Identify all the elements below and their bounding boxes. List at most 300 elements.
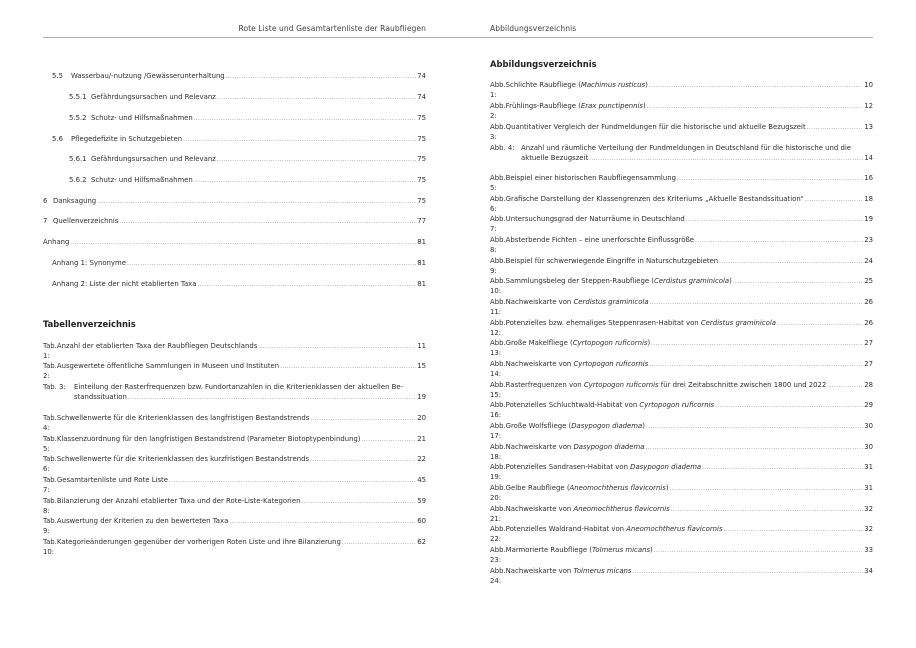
toc-entry-number: 7: [43, 217, 48, 225]
page-number: 30: [864, 443, 873, 451]
toc-entry-row: [43, 196, 426, 207]
dot-leader: [226, 72, 417, 82]
dot-leader: [183, 135, 416, 145]
figure-entry-row: [490, 504, 873, 525]
figure-title-text: Grafische Darstellung der Klassengrenzen des Kriteriums „Aktuelle Bestandssituation“: [505, 195, 804, 203]
figure-title-text: Untersuchungsgrad der Naturräume in Deutschland: [505, 215, 685, 223]
toc-entry[interactable]: [69, 175, 426, 186]
page-number: 26: [864, 298, 873, 306]
toc-entry[interactable]: [43, 237, 426, 248]
table-entry-title: standssituation: [74, 393, 127, 402]
figure-entry-line1-row: [490, 143, 873, 153]
species-name: Dasypogon diadema: [573, 443, 645, 451]
page-number: 62: [417, 538, 426, 546]
page-number: 16: [864, 174, 873, 182]
page-number: 15: [417, 362, 426, 370]
species-name: Tolmerus micans: [573, 567, 632, 575]
dot-leader: [715, 401, 863, 411]
toc-entry[interactable]: [52, 134, 426, 145]
figure-entry-row: [490, 566, 873, 587]
figure-title-text: Sammlungsbeleg der Steppen-Raubfliege (: [505, 277, 654, 285]
figures-heading: Abbildungsverzeichnis: [490, 59, 597, 69]
table-entry-row: [43, 361, 426, 382]
table-entry[interactable]: [43, 496, 426, 517]
figure-entry[interactable]: [490, 380, 873, 401]
toc-entry-title: Quellenverzeichnis: [53, 217, 119, 225]
figure-entry-title: [506, 442, 645, 452]
table-entry[interactable]: [43, 413, 426, 434]
figure-entry-title: [506, 380, 827, 390]
figure-entry[interactable]: [490, 359, 873, 380]
species-name: Erax punctipennis: [580, 102, 643, 110]
dot-leader: [194, 176, 416, 186]
figure-entry[interactable]: [490, 173, 873, 194]
toc-entry[interactable]: [52, 71, 426, 82]
toc-entry-number: 5.6.1: [69, 155, 87, 163]
figure-entry-title: [506, 566, 632, 576]
table-entry-row: [43, 434, 426, 455]
figure-entry[interactable]: [490, 338, 873, 359]
figure-entry-label: Abb. 11:: [490, 298, 506, 317]
dot-leader: [646, 422, 863, 432]
figure-title-text: Beispiel für schwerwiegende Eingriffe in Naturschutzgebieten: [505, 257, 719, 265]
figure-title-text: Nachweiskarte von: [505, 505, 574, 513]
tables-heading: Tabellenverzeichnis: [43, 319, 136, 329]
toc-entry-number: 5.6.2: [69, 176, 87, 184]
figure-entry-label: Abb. 10:: [490, 277, 506, 296]
table-entry[interactable]: [43, 516, 426, 537]
figure-entry-title: [506, 545, 653, 555]
page-number: 26: [864, 319, 873, 327]
figure-entry[interactable]: [490, 297, 873, 318]
dot-leader: [671, 505, 863, 515]
figure-entry[interactable]: [490, 143, 873, 165]
figure-title-text: aktuelle Bezugszeit: [521, 154, 589, 163]
figure-title-text: Potenzielles Sandrasen-Habitat von: [505, 463, 631, 471]
figure-entry[interactable]: [490, 194, 873, 215]
figure-entry[interactable]: [490, 504, 873, 525]
species-name: Cyrtopogon ruficornis: [573, 360, 649, 368]
dot-leader: [128, 393, 416, 403]
figure-entry-row: [490, 235, 873, 256]
dot-leader: [777, 319, 863, 329]
dot-leader: [310, 414, 416, 424]
toc-entry-number: 5.5.2: [69, 114, 87, 122]
figure-title-text: Nachweiskarte von: [505, 360, 574, 368]
figure-entry-title: [506, 338, 651, 348]
figure-entry-label: Abb. 6:: [490, 195, 506, 214]
dot-leader: [217, 155, 416, 165]
figure-entry[interactable]: [490, 214, 873, 235]
figure-entry-row: [490, 153, 873, 164]
species-name: Tolmerus micans: [592, 546, 651, 554]
table-entry[interactable]: [43, 382, 426, 404]
toc-entry-number: 5.5: [52, 72, 63, 80]
figure-entry[interactable]: [490, 276, 873, 297]
toc-entry[interactable]: [52, 279, 426, 290]
figure-entry-row: [490, 483, 873, 504]
species-name: Machimus rusticus: [580, 81, 646, 89]
figure-title-text: Potenzielles Schluchtwald-Habitat von: [505, 401, 640, 409]
toc-entry[interactable]: [69, 92, 426, 103]
page-number: 24: [864, 257, 873, 265]
table-entry-title: Schwellenwerte für die Kriterienklassen des kurzfristigen Bestandstrends: [56, 455, 310, 463]
figure-entry-title: [506, 173, 676, 183]
toc-entry[interactable]: [52, 258, 426, 269]
figure-entry-title: [506, 194, 804, 204]
table-entry[interactable]: [43, 341, 426, 362]
species-name: Cyrtopogon ruficornis: [639, 401, 715, 409]
dot-leader: [301, 497, 416, 507]
figure-entry-row: [490, 276, 873, 297]
figure-entry-label: Abb. 3:: [490, 123, 506, 142]
figure-entry[interactable]: [490, 442, 873, 463]
page-number: 27: [864, 360, 873, 368]
figure-title-suffix: für drei Zeitabschnitte zwischen 1800 und 2022: [658, 381, 827, 389]
table-entry-row: [43, 454, 426, 475]
figure-entry-label: Abb. 16:: [490, 401, 506, 420]
dot-leader: [670, 484, 864, 494]
figure-entry[interactable]: [490, 566, 873, 587]
toc-entry-title: Wasserbau/-nutzung /Gewässerunterhaltung: [71, 72, 225, 80]
figure-entry[interactable]: [490, 318, 873, 339]
figure-entry-label: Abb. 8:: [490, 236, 506, 255]
table-entry-label: Tab. 2:: [43, 362, 57, 381]
figure-entry-title: [506, 359, 649, 369]
figure-entry-title: [521, 153, 588, 163]
figure-title-suffix: ): [729, 277, 732, 285]
running-header-left: Rote Liste und Gesamtartenliste der Raubfliegen: [238, 24, 426, 33]
dot-leader: [97, 197, 416, 207]
dot-leader: [724, 525, 864, 535]
dot-leader: [229, 517, 416, 527]
figure-entry-row: [490, 194, 873, 215]
page-number: 81: [417, 259, 426, 267]
figure-title-text: Absterbende Fichten – eine unerforschte Einflussgröße: [505, 236, 695, 244]
figure-entry[interactable]: [490, 400, 873, 421]
species-name: Cyrtopogon ruficornis: [572, 339, 648, 347]
figure-entry[interactable]: [490, 524, 873, 545]
figure-entry-row: [490, 524, 873, 545]
species-name: Aneomochtherus flavicornis: [626, 525, 723, 533]
toc-entry-row: [69, 113, 426, 124]
table-entry-label: Tab. 10:: [43, 538, 57, 557]
page-number: 22: [417, 455, 426, 463]
dot-leader: [119, 217, 416, 227]
dot-leader: [695, 236, 863, 246]
toc-entry[interactable]: [69, 154, 426, 165]
table-entry-label: Tab. 6:: [43, 455, 57, 474]
toc-entry[interactable]: [43, 216, 426, 227]
left-page: [43, 0, 426, 648]
page-number: 75: [417, 176, 426, 184]
toc-entry-title: Anhang: [43, 238, 70, 246]
figure-entry-label: Abb. 12:: [490, 319, 506, 338]
figure-entry[interactable]: [490, 256, 873, 277]
dot-leader: [310, 455, 416, 465]
figure-entry[interactable]: [490, 235, 873, 256]
figure-entry-label: Abb. 15:: [490, 381, 506, 400]
figure-entry-label: Abb. 17:: [490, 422, 506, 441]
table-entry[interactable]: [43, 454, 426, 475]
table-entry-label: Tab. 8:: [43, 497, 57, 516]
figure-entry-row: [490, 256, 873, 277]
figure-entry-title: [506, 235, 694, 245]
toc-entry-row: [52, 71, 426, 82]
dot-leader: [362, 435, 417, 445]
figure-entry[interactable]: [490, 101, 873, 122]
toc-entry-number: 5.6: [52, 135, 63, 143]
figure-title-text: Potenzielles Waldrand-Habitat von: [505, 525, 627, 533]
page-number: 21: [417, 435, 426, 443]
species-name: Dasypogon diadema: [571, 422, 643, 430]
dot-leader: [827, 381, 863, 391]
figure-entry-row: [490, 380, 873, 401]
figure-entry-title: [506, 256, 719, 266]
page-number: 29: [864, 401, 873, 409]
table-entry-title: Gesamtartenliste und Rote Liste: [56, 476, 168, 484]
figure-entry-row: [490, 545, 873, 566]
table-entry-label: Tab. 4:: [43, 414, 57, 433]
toc-entry[interactable]: [43, 196, 426, 207]
page-number: 33: [864, 546, 873, 554]
figure-entry-row: [490, 122, 873, 143]
toc-entry-title: Gefährdungsursachen und Relevanz: [91, 155, 216, 163]
dot-leader: [197, 280, 416, 290]
figure-entry-row: [490, 318, 873, 339]
page-number: 18: [864, 195, 873, 203]
dot-leader: [217, 93, 416, 103]
figure-entry-label: Abb. 22:: [490, 525, 506, 544]
page-number: 59: [417, 497, 426, 505]
page-number: 81: [417, 238, 426, 246]
table-entry-title: Bilanzierung der Anzahl etablierter Taxa und der Rote-Liste-Kategorien: [56, 497, 301, 505]
page-number: 23: [864, 236, 873, 244]
table-entry-row: [43, 496, 426, 517]
figure-entry-row: [490, 173, 873, 194]
figure-entry-row: [490, 80, 873, 101]
table-entry-title: Ausgewertete öffentliche Sammlungen in Museen und Instituten: [56, 362, 280, 370]
page-number: 60: [417, 517, 426, 525]
figure-title-text: Gelbe Raubfliege (: [505, 484, 570, 492]
figure-title-suffix: ): [645, 81, 648, 89]
page-number: 75: [417, 155, 426, 163]
dot-leader: [127, 259, 416, 269]
figure-title-text: Große Makelfliege (: [505, 339, 573, 347]
page-number: 30: [864, 422, 873, 430]
figure-entry-label: Abb. 24:: [490, 567, 506, 586]
figure-entry-row: [490, 462, 873, 483]
dot-leader: [651, 339, 863, 349]
figure-entry-title: [506, 297, 649, 307]
page-number: 25: [864, 277, 873, 285]
dot-leader: [733, 277, 863, 287]
toc-entry-title: Danksagung: [53, 197, 97, 205]
figure-title-text: Frühlings-Raubfliege (: [505, 102, 581, 110]
figure-entry-row: [490, 338, 873, 359]
figure-entry[interactable]: [490, 545, 873, 566]
toc-entry-row: [69, 154, 426, 165]
toc-entry-title: Gefährdungsursachen und Relevanz: [91, 93, 216, 101]
toc-entry-row: [43, 237, 426, 248]
toc-entry-title: Pflegedefizite in Schutzgebieten: [71, 135, 183, 143]
figure-entry[interactable]: [490, 122, 873, 143]
page-number: 27: [864, 339, 873, 347]
figure-entry-row: [490, 421, 873, 442]
table-entry[interactable]: [43, 475, 426, 496]
species-name: Cerdistus graminicola: [700, 319, 776, 327]
page-number: 12: [864, 102, 873, 110]
figure-entry-title: [506, 400, 714, 410]
table-entry[interactable]: [43, 434, 426, 455]
toc-entry-title: Anhang 2: Liste der nicht etablierten Taxa: [52, 280, 197, 288]
page-number: 75: [417, 197, 426, 205]
right-page: [490, 0, 873, 648]
figure-entry-row: [490, 400, 873, 421]
figure-entry-row: [490, 297, 873, 318]
species-name: Aneomochtherus flavicornis: [569, 484, 666, 492]
dot-leader: [280, 362, 416, 372]
figure-entry-label: Abb. 9:: [490, 257, 506, 276]
dot-leader: [719, 257, 863, 267]
figure-entry-title: [506, 504, 670, 514]
figure-entry[interactable]: [490, 80, 873, 101]
figure-entry-title: [506, 524, 723, 534]
page-number: 32: [864, 505, 873, 513]
figure-entry-row: [490, 214, 873, 235]
table-entry-label: Tab. 1:: [43, 342, 57, 361]
dot-leader: [70, 238, 416, 248]
figure-title-text: Große Wolfsfliege (: [505, 422, 572, 430]
toc-entry-row: [69, 92, 426, 103]
figure-title-suffix: ): [665, 484, 669, 492]
species-name: Cyrtopogon ruficornis: [583, 381, 659, 389]
page-number: 77: [417, 217, 426, 225]
dot-leader: [650, 298, 864, 308]
figure-entry-title: [506, 483, 669, 493]
figure-entry-title: [506, 122, 806, 132]
figure-entry-row: [490, 442, 873, 463]
toc-entry-row: [52, 279, 426, 290]
figure-entry-label: Abb. 7:: [490, 215, 506, 234]
table-entry-line1-row: [43, 382, 426, 392]
figure-entry-row: [490, 101, 873, 122]
dot-leader: [645, 443, 863, 453]
table-entry-title: Klassenzuordnung für den langfristigen Bestandstrend (Parameter Biotoptypenbindung): [56, 435, 361, 443]
figure-entry-label: Abb. 13:: [490, 339, 506, 358]
dot-leader: [677, 174, 863, 184]
page-number: 31: [864, 463, 873, 471]
dot-leader: [258, 342, 416, 352]
toc-entry-title: Anhang 1: Synonyme: [52, 259, 126, 267]
figure-entry-title-line1: Anzahl und räumliche Verteilung der Fundmeldungen in Deutschland für die historische und die: [521, 144, 852, 152]
figure-title-text: Quantitativer Vergleich der Fundmeldungen für die historische und aktuelle Bezugszeit: [505, 123, 806, 131]
page-number: 19: [864, 215, 873, 223]
figure-title-text: Schlichte Raubfliege (: [505, 81, 581, 89]
table-entry-row: [43, 537, 426, 558]
dot-leader: [647, 102, 864, 112]
table-entry[interactable]: [43, 361, 426, 382]
dot-leader: [633, 567, 864, 577]
page-number: 13: [864, 123, 873, 131]
running-header-right: Abbildungsverzeichnis: [490, 24, 577, 33]
dot-leader: [654, 546, 863, 556]
page-number: 32: [864, 525, 873, 533]
toc-entry-row: [52, 258, 426, 269]
figure-title-text: Potenzielles bzw. ehemaliges Steppenrasen-Habitat von: [505, 319, 701, 327]
figure-title-suffix: ): [642, 102, 646, 110]
species-name: Cerdistus graminicola: [654, 277, 730, 285]
figure-entry-label: Abb. 19:: [490, 463, 506, 482]
dot-leader: [805, 195, 863, 205]
table-entry-label: Tab. 9:: [43, 517, 57, 536]
toc-entry-row: [43, 216, 426, 227]
page-number: 81: [417, 280, 426, 288]
dot-leader: [686, 215, 864, 225]
figure-entry-label: Abb. 1:: [490, 81, 506, 100]
figure-entry-title: [506, 214, 685, 224]
dot-leader: [589, 154, 863, 164]
table-entry-label: Tab. 3:: [43, 383, 66, 391]
dot-leader: [342, 538, 416, 548]
toc-entry-title: Schutz- und Hilfsmaßnahmen: [91, 176, 193, 184]
figure-entry-label: Abb. 20:: [490, 484, 506, 503]
page-number: 34: [864, 567, 873, 575]
table-entry-label: Tab. 5:: [43, 435, 57, 454]
figure-entry-label: Abb. 18:: [490, 443, 506, 462]
figure-entry[interactable]: [490, 483, 873, 504]
figure-entry-label: Abb. 4:: [490, 144, 515, 152]
figure-title-text: Nachweiskarte von: [505, 567, 574, 575]
figure-entry-row: [490, 359, 873, 380]
figure-entry-label: Abb. 2:: [490, 102, 506, 121]
figure-entry[interactable]: [490, 421, 873, 442]
page-number: 75: [417, 114, 426, 122]
figure-entry-title: [506, 421, 645, 431]
table-entry[interactable]: [43, 537, 426, 558]
toc-entry[interactable]: [69, 113, 426, 124]
figure-entry-title: [506, 101, 646, 111]
page-number: 74: [417, 93, 426, 101]
figure-title-suffix: ): [650, 546, 653, 554]
figure-entry[interactable]: [490, 462, 873, 483]
dot-leader: [194, 114, 416, 124]
figure-entry-label: Abb. 5:: [490, 174, 506, 193]
page-number: 14: [864, 154, 873, 163]
figure-entry-title: [506, 462, 702, 472]
dot-leader: [702, 463, 863, 473]
dot-leader: [169, 476, 416, 486]
figure-title-text: Nachweiskarte von: [505, 298, 574, 306]
toc-entry-number: 6: [43, 197, 48, 205]
species-name: Dasypogon diadema: [630, 463, 702, 471]
page-number: 10: [864, 81, 873, 89]
figure-entry-label: Abb. 23:: [490, 546, 506, 565]
page-number: 45: [417, 476, 426, 484]
figure-entry-label: Abb. 21:: [490, 505, 506, 524]
figure-title-text: Beispiel einer historischen Raubfliegensammlung: [505, 174, 676, 182]
page-number: 28: [864, 381, 873, 389]
dot-leader: [807, 123, 864, 133]
table-entry-title: Auswertung der Kriterien zu den bewerteten Taxa: [56, 517, 229, 525]
page-number: 31: [864, 484, 873, 492]
toc-entry-row: [69, 175, 426, 186]
figure-entry-label: Abb. 14:: [490, 360, 506, 379]
figure-entry-title: [506, 318, 776, 328]
table-entry-title-line1: Einteilung der Rasterfrequenzen bzw. Fundortanzahlen in die Kriterienklassen der aktuellen Be-: [74, 383, 404, 391]
dot-leader: [649, 360, 863, 370]
toc-entry-title: Schutz- und Hilfsmaßnahmen: [91, 114, 193, 122]
